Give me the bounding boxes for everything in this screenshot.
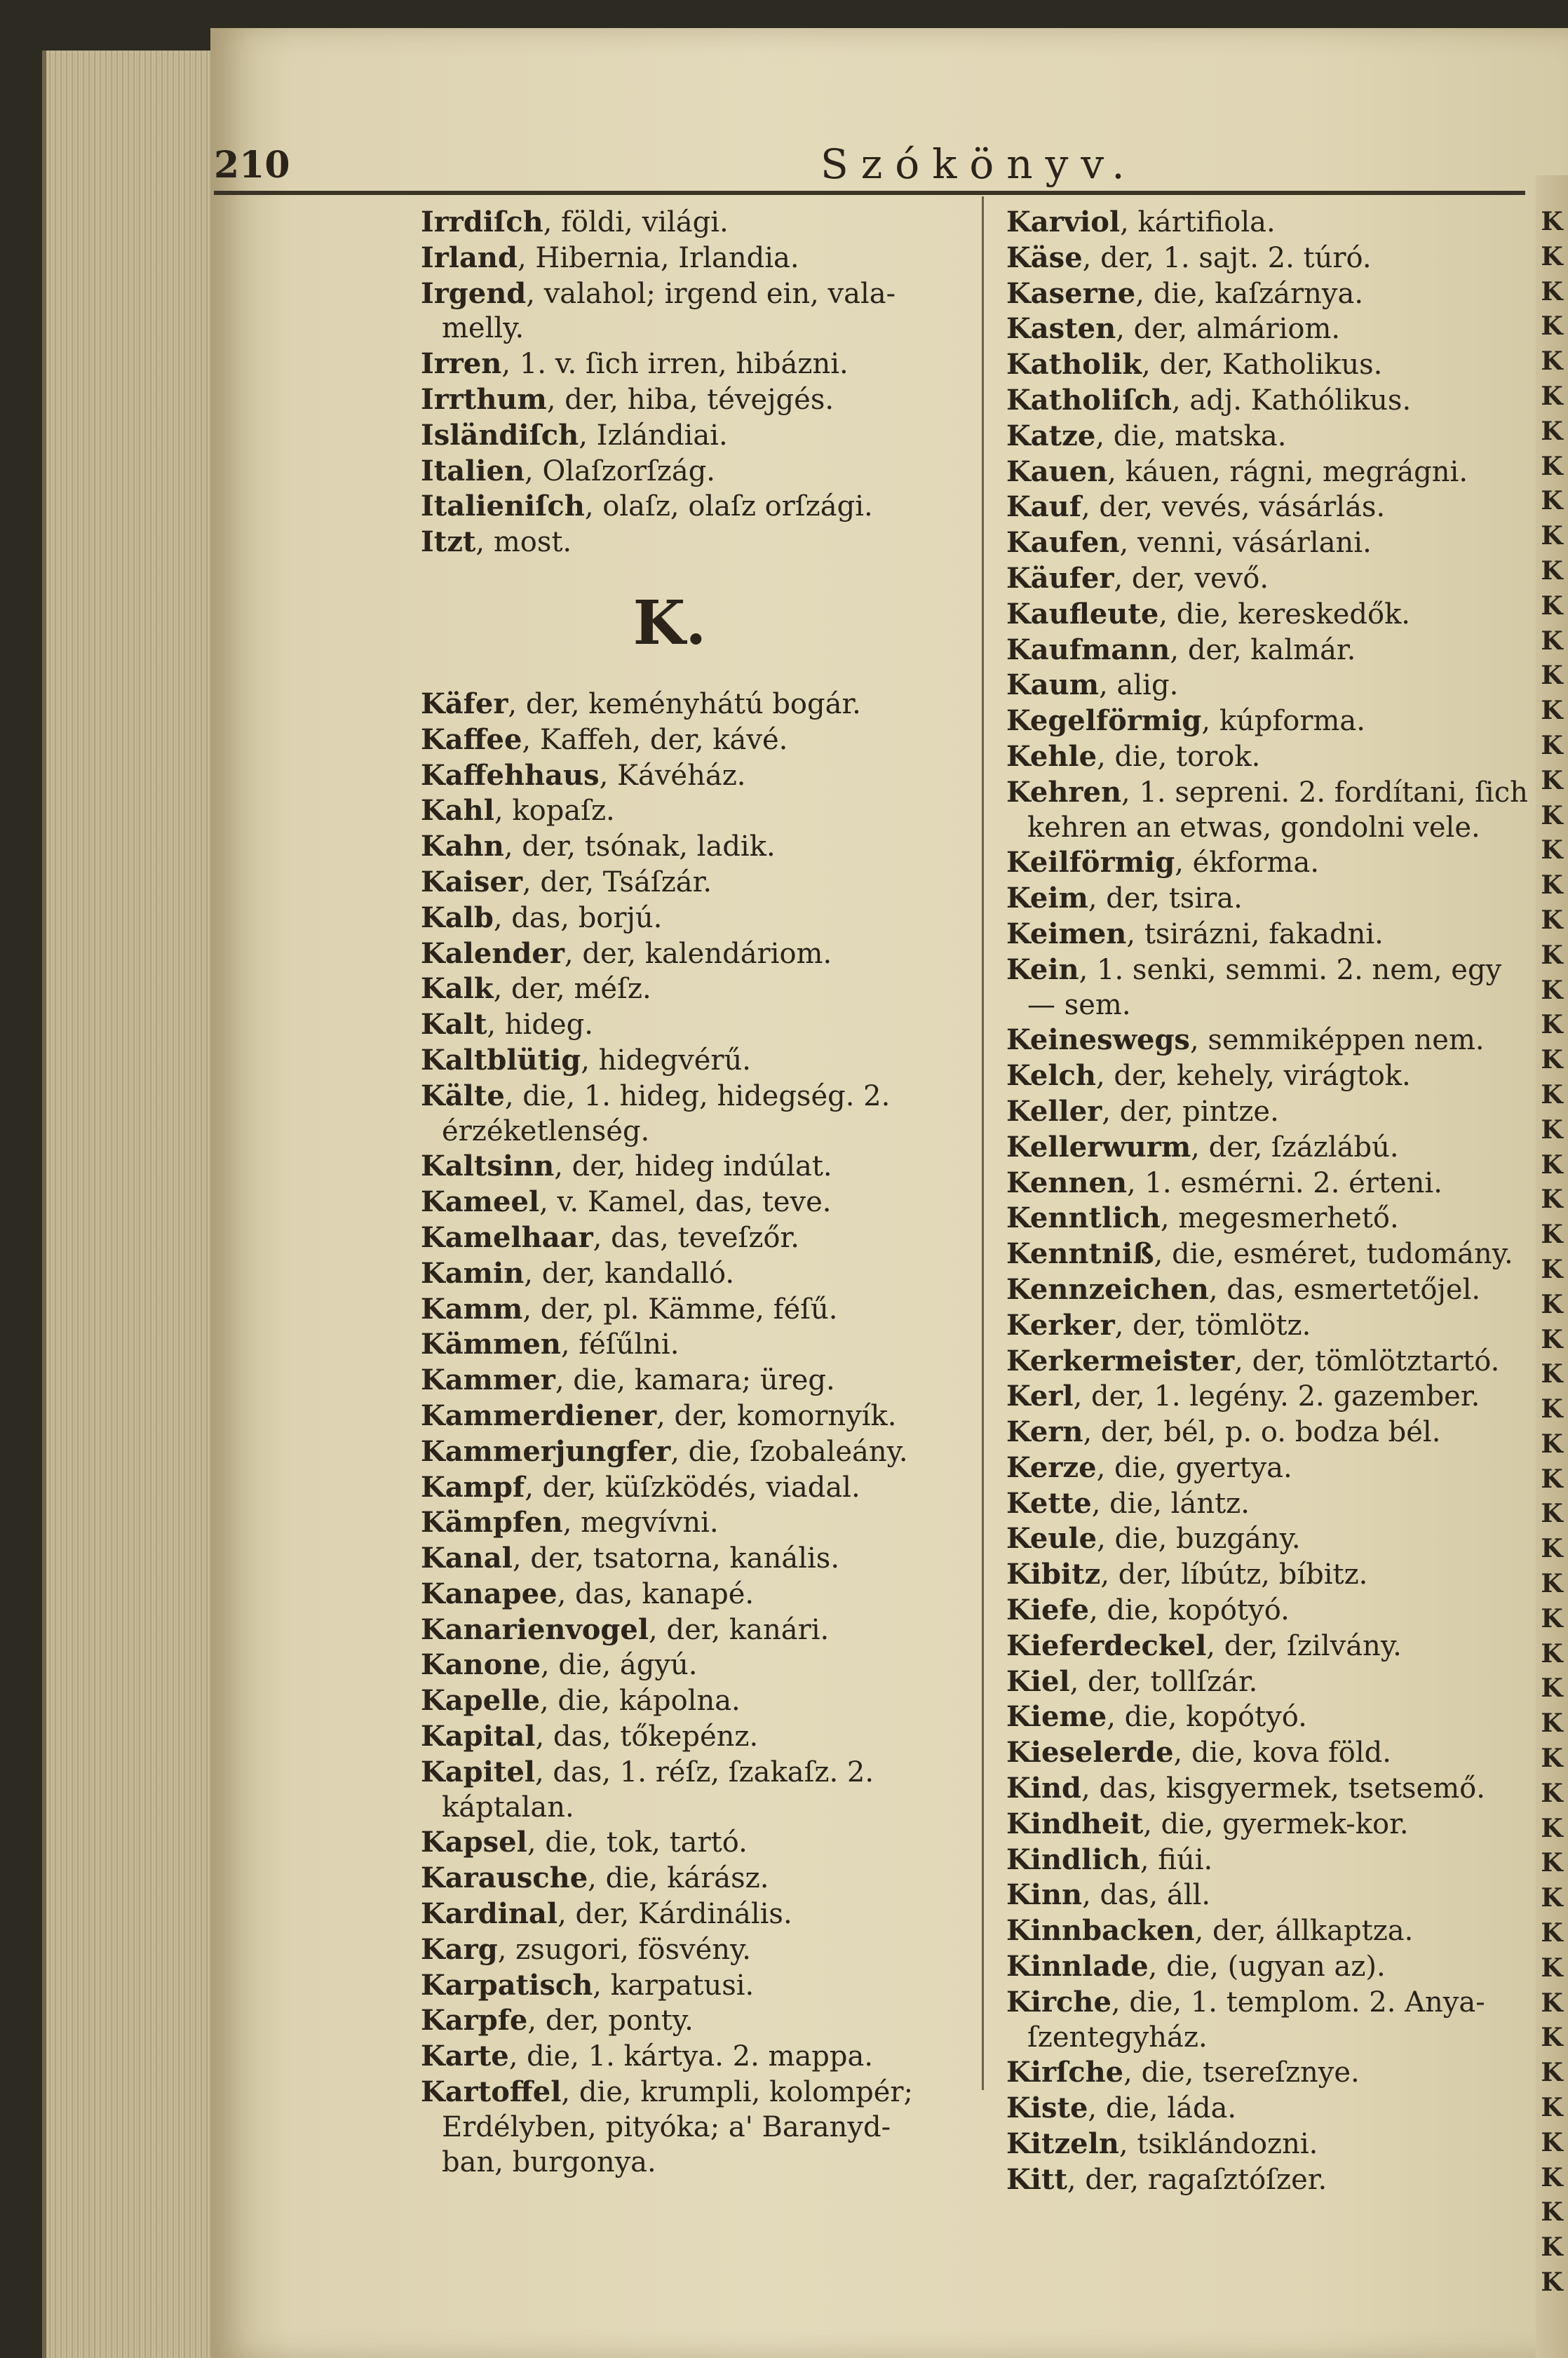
- dictionary-entry: Karpfe, der, ponty.: [421, 2004, 694, 2037]
- dictionary-entry: érzéketlenség.: [442, 1114, 650, 1147]
- dictionary-entry: Kibitz, der, líbútz, bíbitz.: [1006, 1558, 1368, 1591]
- dictionary-entry: Kiste, die, láda.: [1006, 2091, 1237, 2125]
- dictionary-entry: Keimen, tsirázni, fakadni.: [1006, 917, 1384, 950]
- dictionary-entry: Katze, die, matska.: [1006, 419, 1287, 452]
- dictionary-entry: Italieniſch, olaſz, olaſz orſzági.: [421, 490, 873, 523]
- right-entries: [1006, 205, 1532, 2198]
- dictionary-entry: Kindlich, fiúi.: [1006, 1842, 1213, 1876]
- dictionary-entry: — sem.: [1027, 988, 1131, 1021]
- dictionary-entry: Käufer, der, vevő.: [1006, 561, 1269, 595]
- dictionary-entry: ban, burgonya.: [442, 2145, 656, 2178]
- dictionary-entry: Kämpfen, megvívni.: [421, 1506, 719, 1540]
- dictionary-entry: Kenntniß, die, esméret, tudomány.: [1006, 1237, 1513, 1271]
- dictionary-entry: Kaufleute, die, kereskedők.: [1006, 597, 1411, 631]
- dictionary-entry: Kinnlade, die, (ugyan az).: [1006, 1950, 1386, 1983]
- dictionary-entry: Kahl, kopaſz.: [421, 794, 615, 828]
- dictionary-entry: Kiefe, die, kopótyó.: [1006, 1594, 1290, 1627]
- dictionary-entry: Käfer, der, keményhátú bogár.: [421, 687, 861, 720]
- dictionary-entry: Kinn, das, áll.: [1006, 1878, 1211, 1912]
- dictionary-entry: Kaufen, venni, vásárlani.: [1006, 526, 1372, 560]
- dictionary-entry: Kapitel, das, 1. réſz, ſzakaſz. 2.: [421, 1755, 874, 1788]
- dictionary-entry: Irrdiſch, földi, világi.: [421, 206, 729, 238]
- dictionary-entry: Kehle, die, torok.: [1006, 739, 1261, 773]
- dictionary-entry: Kinnbacken, der, állkaptza.: [1006, 1914, 1414, 1948]
- dictionary-entry: Kennen, 1. esmérni. 2. érteni.: [1006, 1166, 1442, 1199]
- dictionary-entry: Kehren, 1. sepreni. 2. fordítani, ſich: [1006, 775, 1528, 809]
- dictionary-entry: Keim, der, tsira.: [1006, 882, 1243, 915]
- dictionary-entry: Irrthum, der, hiba, tévejgés.: [421, 382, 834, 416]
- page-number: 210: [214, 144, 290, 187]
- dictionary-entry: Kirſche, die, tsereſznye.: [1006, 2056, 1360, 2089]
- dictionary-entry: Käse, der, 1. sajt. 2. túró.: [1006, 241, 1372, 274]
- dictionary-entry: Kälte, die, 1. hideg, hidegség. 2.: [421, 1079, 891, 1112]
- dictionary-entry: Kaffee, Kaffeh, der, kávé.: [421, 722, 788, 756]
- dictionary-entry: Irland, Hibernia, Irlandia.: [421, 241, 799, 274]
- dictionary-entry: Keule, die, buzgány.: [1006, 1522, 1301, 1556]
- dictionary-entry: Karviol, kártifiola.: [1006, 206, 1276, 238]
- next-page-edge: [1536, 175, 1568, 2358]
- dictionary-entry: Kaiser, der, Tsáſzár.: [421, 865, 712, 898]
- dictionary-entry: Karg, zsugori, fösvény.: [421, 1932, 752, 1966]
- dictionary-entry: Kenntlich, megesmerhető.: [1006, 1201, 1399, 1235]
- dictionary-entry: Karpatisch, karpatusi.: [421, 1968, 755, 2002]
- dictionary-entry: Kern, der, bél, p. o. bodza bél.: [1006, 1415, 1441, 1449]
- dictionary-entry: Kitt, der, ragaſztóſzer.: [1006, 2162, 1327, 2196]
- dictionary-entry: Kartoffel, die, krumpli, kolompér;: [421, 2075, 913, 2109]
- dictionary-entry: Kaffehhaus, Kávéház.: [421, 758, 746, 792]
- dictionary-entry: Kalt, hideg.: [421, 1008, 593, 1042]
- dictionary-entry: Kammer, die, kamara; üreg.: [421, 1363, 835, 1397]
- header-rule: [214, 191, 1525, 195]
- dictionary-entry: Kaltblütig, hidegvérű.: [421, 1043, 751, 1077]
- dictionary-entry: Kasten, der, almáriom.: [1006, 312, 1341, 346]
- dictionary-entry: Katholik, der, Katholikus.: [1006, 348, 1383, 382]
- dictionary-entry: Kauen, káuen, rágni, megrágni.: [1006, 454, 1468, 488]
- dictionary-entry: Kalk, der, méſz.: [421, 972, 651, 1006]
- dictionary-entry: Kameel, v. Kamel, das, teve.: [421, 1185, 832, 1219]
- dictionary-entry: Erdélyben, pityóka; a' Baranyd-: [442, 2110, 891, 2143]
- dictionary-entry: Kitzeln, tsiklándozni.: [1006, 2127, 1318, 2161]
- dictionary-entry: Kerker, der, tömlötz.: [1006, 1308, 1311, 1342]
- dictionary-entry: Kieselerde, die, kova föld.: [1006, 1736, 1391, 1770]
- dictionary-entry: Kellerwurm, der, ſzázlábú.: [1006, 1130, 1399, 1164]
- dictionary-entry: Keilförmig, ékforma.: [1006, 846, 1320, 880]
- dictionary-entry: Kaufmann, der, kalmár.: [1006, 633, 1356, 666]
- dictionary-entry: Kardinal, der, Kárdinális.: [421, 1897, 792, 1931]
- right-column: [1006, 205, 1532, 2198]
- edge-letters: K K K K K K K K K K K K K K K K K K K K K K K K K K K K K K K K K K K K K K K K K K K K K K K K K K K K K K K K K K K K: [1541, 207, 1563, 2298]
- dictionary-entry: Kalender, der, kalendáriom.: [421, 936, 832, 970]
- left-column: [421, 205, 975, 2180]
- dictionary-entry: Kirche, die, 1. templom. 2. Anya-: [1006, 1985, 1485, 2019]
- dictionary-entry: Kennzeichen, das, esmertetőjel.: [1006, 1272, 1481, 1306]
- left-entries-top: [421, 205, 975, 560]
- dictionary-entry: Kind, das, kisgyermek, tsetsemő.: [1006, 1772, 1485, 1805]
- dictionary-entry: Kieferdeckel, der, ſzilvány.: [1006, 1629, 1402, 1662]
- dictionary-entry: Kaserne, die, kaſzárnya.: [1006, 276, 1364, 310]
- dictionary-entry: melly.: [442, 312, 525, 345]
- left-entries-bottom: [421, 687, 975, 2180]
- dictionary-entry: Kette, die, lántz.: [1006, 1486, 1250, 1520]
- dictionary-entry: Kanal, der, tsatorna, kanális.: [421, 1542, 840, 1575]
- dictionary-entry: Kanarienvogel, der, kanári.: [421, 1612, 830, 1646]
- letter-heading: K.: [633, 587, 707, 659]
- dictionary-entry: Kapsel, die, tok, tartó.: [421, 1826, 748, 1859]
- dictionary-entry: káptalan.: [442, 1791, 574, 1824]
- dictionary-entry: Itzt, most.: [421, 525, 572, 559]
- dictionary-entry: Kamm, der, pl. Kämme, féſű.: [421, 1292, 838, 1326]
- dictionary-entry: Kanone, die, ágyú.: [421, 1648, 698, 1682]
- dictionary-entry: Kapelle, die, kápolna.: [421, 1684, 741, 1718]
- dictionary-entry: Karte, die, 1. kártya. 2. mappa.: [421, 2040, 874, 2073]
- dictionary-entry: Kalb, das, borjú.: [421, 901, 663, 934]
- dictionary-entry: Kämmen, féſűlni.: [421, 1328, 680, 1361]
- dictionary-entry: Kaltsinn, der, hideg indúlat.: [421, 1150, 832, 1183]
- dictionary-entry: Italien, Olaſzorſzág.: [421, 454, 716, 487]
- dictionary-entry: Kerkermeister, der, tömlötztartó.: [1006, 1344, 1500, 1377]
- dictionary-entry: Kiel, der, tollſzár.: [1006, 1664, 1258, 1698]
- dictionary-entry: Kein, 1. senki, semmi. 2. nem, egy: [1006, 952, 1502, 986]
- dictionary-entry: Kaum, alig.: [1006, 668, 1179, 702]
- dictionary-entry: Kelch, der, kehely, virágtok.: [1006, 1059, 1411, 1093]
- dictionary-entry: Kanapee, das, kanapé.: [421, 1577, 755, 1610]
- dictionary-entry: Karausche, die, kárász.: [421, 1861, 769, 1895]
- dictionary-entry: Katholiſch, adj. Kathólikus.: [1006, 383, 1412, 417]
- dictionary-entry: Kindheit, die, gyermek-kor.: [1006, 1807, 1409, 1840]
- dictionary-entry: Kamin, der, kandalló.: [421, 1256, 735, 1290]
- page-title: Szókönyv.: [820, 140, 1137, 188]
- dictionary-entry: Keller, der, pintze.: [1006, 1094, 1279, 1128]
- dictionary-entry: Kauf, der, vevés, vásárlás.: [1006, 490, 1386, 524]
- dictionary-entry: Kerl, der, 1. legény. 2. gazember.: [1006, 1380, 1480, 1413]
- dictionary-entry: Kegelförmig, kúpforma.: [1006, 704, 1365, 738]
- dictionary-entry: kehren an etwas, gondolni vele.: [1027, 811, 1480, 844]
- dictionary-entry: ſzentegyház.: [1027, 2021, 1208, 2054]
- dictionary-entry: Keineswegs, semmiképpen nem.: [1006, 1023, 1485, 1057]
- dictionary-entry: Kamelhaar, das, teveſzőr.: [421, 1220, 799, 1254]
- dictionary-entry: Kampf, der, küſzködés, viadal.: [421, 1470, 860, 1504]
- dictionary-entry: Kerze, die, gyertya.: [1006, 1450, 1292, 1484]
- column-divider: [982, 196, 984, 2090]
- dictionary-entry: Kammerjungfer, die, ſzobaleány.: [421, 1434, 908, 1468]
- dictionary-entry: Irren, 1. v. ſich irren, hibázni.: [421, 347, 849, 381]
- dictionary-entry: Kammerdiener, der, komornyík.: [421, 1399, 897, 1432]
- dictionary-entry: Isländiſch, Izlándiai.: [421, 418, 728, 452]
- dictionary-entry: Kahn, der, tsónak, ladik.: [421, 830, 776, 863]
- dictionary-entry: Irgend, valahol; irgend ein, vala-: [421, 276, 896, 310]
- dictionary-entry: Kapital, das, tőkepénz.: [421, 1720, 759, 1753]
- dictionary-entry: Kieme, die, kopótyó.: [1006, 1700, 1307, 1734]
